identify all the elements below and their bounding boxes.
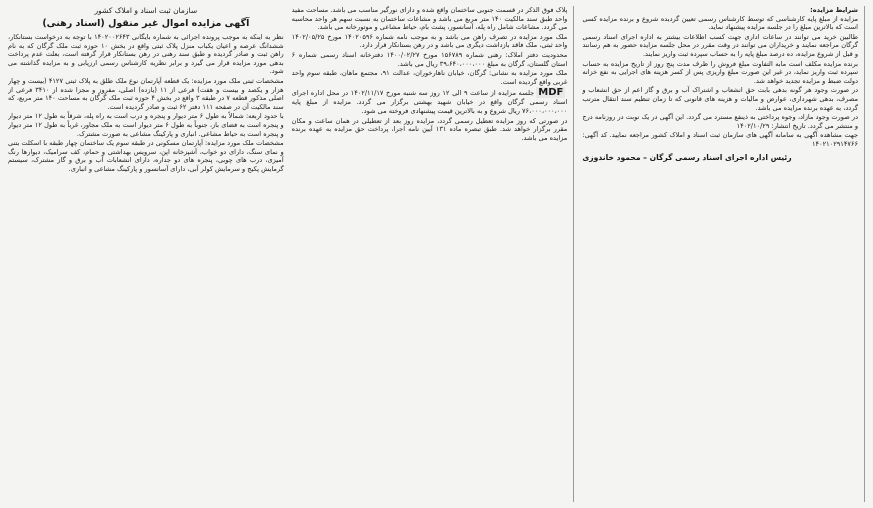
paragraph-property-boundaries: با حدود اربعه: شمالاً به طول ۶ متر دیوار و پنجره و درب است به راه پله، شرقاً به طول ۱۲ متر دیوار و پنجره است به فضای باز، جنوباً به طول ۶ متر دیوار است به ملک مجاور، غرباً به طول ۱۲ متر دیوار و پنجره است به حیاط مشاعی. انباری و پارکینگ مشاعی به صورت مشترک. bbox=[8, 112, 284, 138]
paragraph-property-description: مشخصات ملک مورد مزایده: آپارتمان مسکونی در طبقه سوم یک ساختمان چهار طبقه با اسکلت بتنی و نمای سنگ، دارای دو خواب، آشپزخانه اپن، سرویس بهداشتی و حمام، کف سرامیک، دیوارها رنگ آمیزی، درب های چوبی، پنجره های دو جداره، دارای انشعابات آب و برق و گاز مشترک، سیستم گرمایش پکیج و سرمایش کولر آبی، دارای آسانسور و پارکینگ مشاعی و انباری. bbox=[8, 139, 284, 173]
condition-payment-deadline: برنده مزایده مکلف است مابه التفاوت مبلغ فروش را ظرف مدت پنج روز از تاریخ مزایده به حساب سپرده ثبت واریز نماید، در غیر این صورت مبلغ واریزی پس از کسر هزینه های اجرایی به نفع خزانه دولت ضبط و مزایده تجدید خواهد شد. bbox=[582, 59, 859, 85]
auction-session-text: جلسه مزایده از ساعت ۹ الی ۱۲ روز سه شنبه مورخ ۱۴۰۲/۱۱/۱۷ در محل اداره اجرای اسناد رسمی گرگان واقع در خیابان شهید بهشتی برگزار می گردد. مزایده از مبلغ پایه ۷۶،۰۰۰،۰۰۰،۰۰۰ ریال شروع و به بالاترین قیمت پیشنهادی فروخته می شود. bbox=[291, 89, 568, 115]
signature-line: رئیس اداره اجرای اسناد رسمی گرگان – محمود خاندوزی bbox=[582, 152, 792, 162]
ad-title: آگهی مزایده اموال غیر منقول (اسناد رهنی) bbox=[42, 18, 250, 29]
condition-debts: در صورت وجود هر گونه بدهی بابت حق انشعاب و اشتراک آب و برق و گاز اعم از حق انشعاب و مصرف، بدهی شهرداری، عوارض و مالیات و هزینه های قانونی که تا زمان تنظیم سند انتقال مترتب گردد، به عهده برنده مزایده می باشد. bbox=[582, 86, 859, 112]
condition-ad-code: جهت مشاهده آگهی به سامانه آگهی های سازمان ثبت اسناد و املاک کشور مراجعه نمایید. کد آگهی: ۱۴۰۲۱۰۲۹۱۴۷۶۶ bbox=[582, 131, 859, 148]
paragraph-case-intro: نظر به اینکه به موجب پرونده اجرائی به شماره بایگانی ۱۴۰۲۰۰۲۶۴۳ با توجه به درخواست بستانکار، ششدانگ عرصه و اعیان یکباب منزل پلاک ثبتی واقع در بخش ۱۰ حوزه ثبت ملک گرگان که به نام راهن ثبت و صادر گردیده و طبق سند رهنی در رهن بستانکار قرار گرفته است، بعلت عدم پرداخت بدهی مورد مزایده قرار می گیرد و برابر نظریه کارشناس رسمی ارزیابی و به مزایده گذاشته می شود. bbox=[8, 33, 284, 76]
column-middle bbox=[292, 6, 575, 502]
condition-base-price: مزایده از مبلغ پایه کارشناسی که توسط کارشناس رسمی تعیین گردیده شروع و برنده مزایده کسی است که بالاترین مبلغ را در جلسه مزایده پیشنهاد نماید. bbox=[582, 14, 859, 32]
organization-name: سازمان ثبت اسناد و املاک کشور bbox=[94, 6, 198, 15]
paragraph-mortgage-record: محدودیت دفتر املاک: رهنی شماره ۱۵۶۷۸۹ مورخ ۱۴۰۰/۰۲/۲۷ دفترخانه اسناد رسمی شماره ۶ استان گلستان، گرگان به مبلغ ۳۹،۶۴۰،۰۰۰،۰۰۰ ریال می باشد. bbox=[291, 50, 568, 68]
paragraph-holiday-rule: در صورتی که روز مزایده تعطیل رسمی گردد، مزایده روز بعد از تعطیلی در همان ساعت و مکان مقرر برگزار خواهد شد. طبق تبصره ماده ۱۳۱ آیین نامه اجرا، پرداخت حق مزایده به عهده برنده مزایده می باشد. bbox=[291, 116, 568, 142]
paragraph-auction-session bbox=[292, 87, 568, 115]
column-left bbox=[582, 6, 865, 502]
paragraph-property-address: ملک مورد مزایده به نشانی: گرگان، خیابان ناهارخوران، عدالت ۹۱، مجتمع ماهان، طبقه سوم واحد غربی واقع گردیده است. bbox=[291, 69, 568, 86]
conditions-heading: شرایط مزایده: bbox=[810, 6, 859, 14]
paragraph-possession-status: ملک مورد مزایده در تصرف راهن می باشد و به موجب نامه شماره ۱۴۰۲۰۵۹۶ مورخ ۱۴۰۲/۰۵/۲۵ واحد ثبتی، ملک فاقد بازداشت دیگری می باشد و در رهن بستانکار قرار دارد. bbox=[291, 32, 568, 50]
condition-bidder-info: طالبین خرید می توانند در ساعات اداری جهت کسب اطلاعات بیشتر به اداره اجرای اسناد رسمی گرگان مراجعه نمایند و خریداران می توانند در وقت مقرر در محل جلسه مزایده حضور به هم رسانند و قبل از شروع مزایده، ده درصد مبلغ پایه را به حساب سپرده ثبت واریز نمایند. bbox=[582, 32, 859, 58]
column-right bbox=[8, 6, 284, 502]
paragraph-common-areas: پلاک فوق الذکر در قسمت جنوبی ساختمان واقع شده و دارای نورگیر مناسب می باشد. مساحت مفید واحد طبق سند مالکیت ۱۴۰ متر مربع می باشد و مشاعات ساختمان به نسبت سهم هر واحد محاسبه می گردد. مشاعات شامل راه پله، آسانسور، پشت بام، حیاط مشاعی و موتورخانه می باشد. bbox=[291, 6, 568, 32]
condition-publication: در صورت وجود مازاد، وجوه پرداختی به ذینفع مسترد می گردد. این آگهی در یک نوبت در روزنامه درج و منتشر می گردد. تاریخ انتشار: ۱۴۰۲/۱۰/۲۹ bbox=[582, 113, 859, 130]
mdf-mark: MDF bbox=[538, 87, 564, 99]
paragraph-property-registration: مشخصات ثبتی ملک مورد مزایده: یک قطعه آپارتمان نوع ملک طلق به پلاک ثبتی ۴۱۲۷ (بیست و چهار هزار و یکصد و بیست و هفت) فرعی از ۱۱ (یازده) اصلی، مفروز و مجزا شده از ۳۴۱۰ فرعی از اصلی مذکور قطعه ۷ در طبقه ۳ واقع در بخش ۴ حوزه ثبت ملک گرگان به مساحت ۱۴۰ متر مربع، که سند مالکیت آن در صفحه ۱۱۱ دفتر ۶۲ ثبت و صادر گردیده است. bbox=[8, 76, 284, 111]
